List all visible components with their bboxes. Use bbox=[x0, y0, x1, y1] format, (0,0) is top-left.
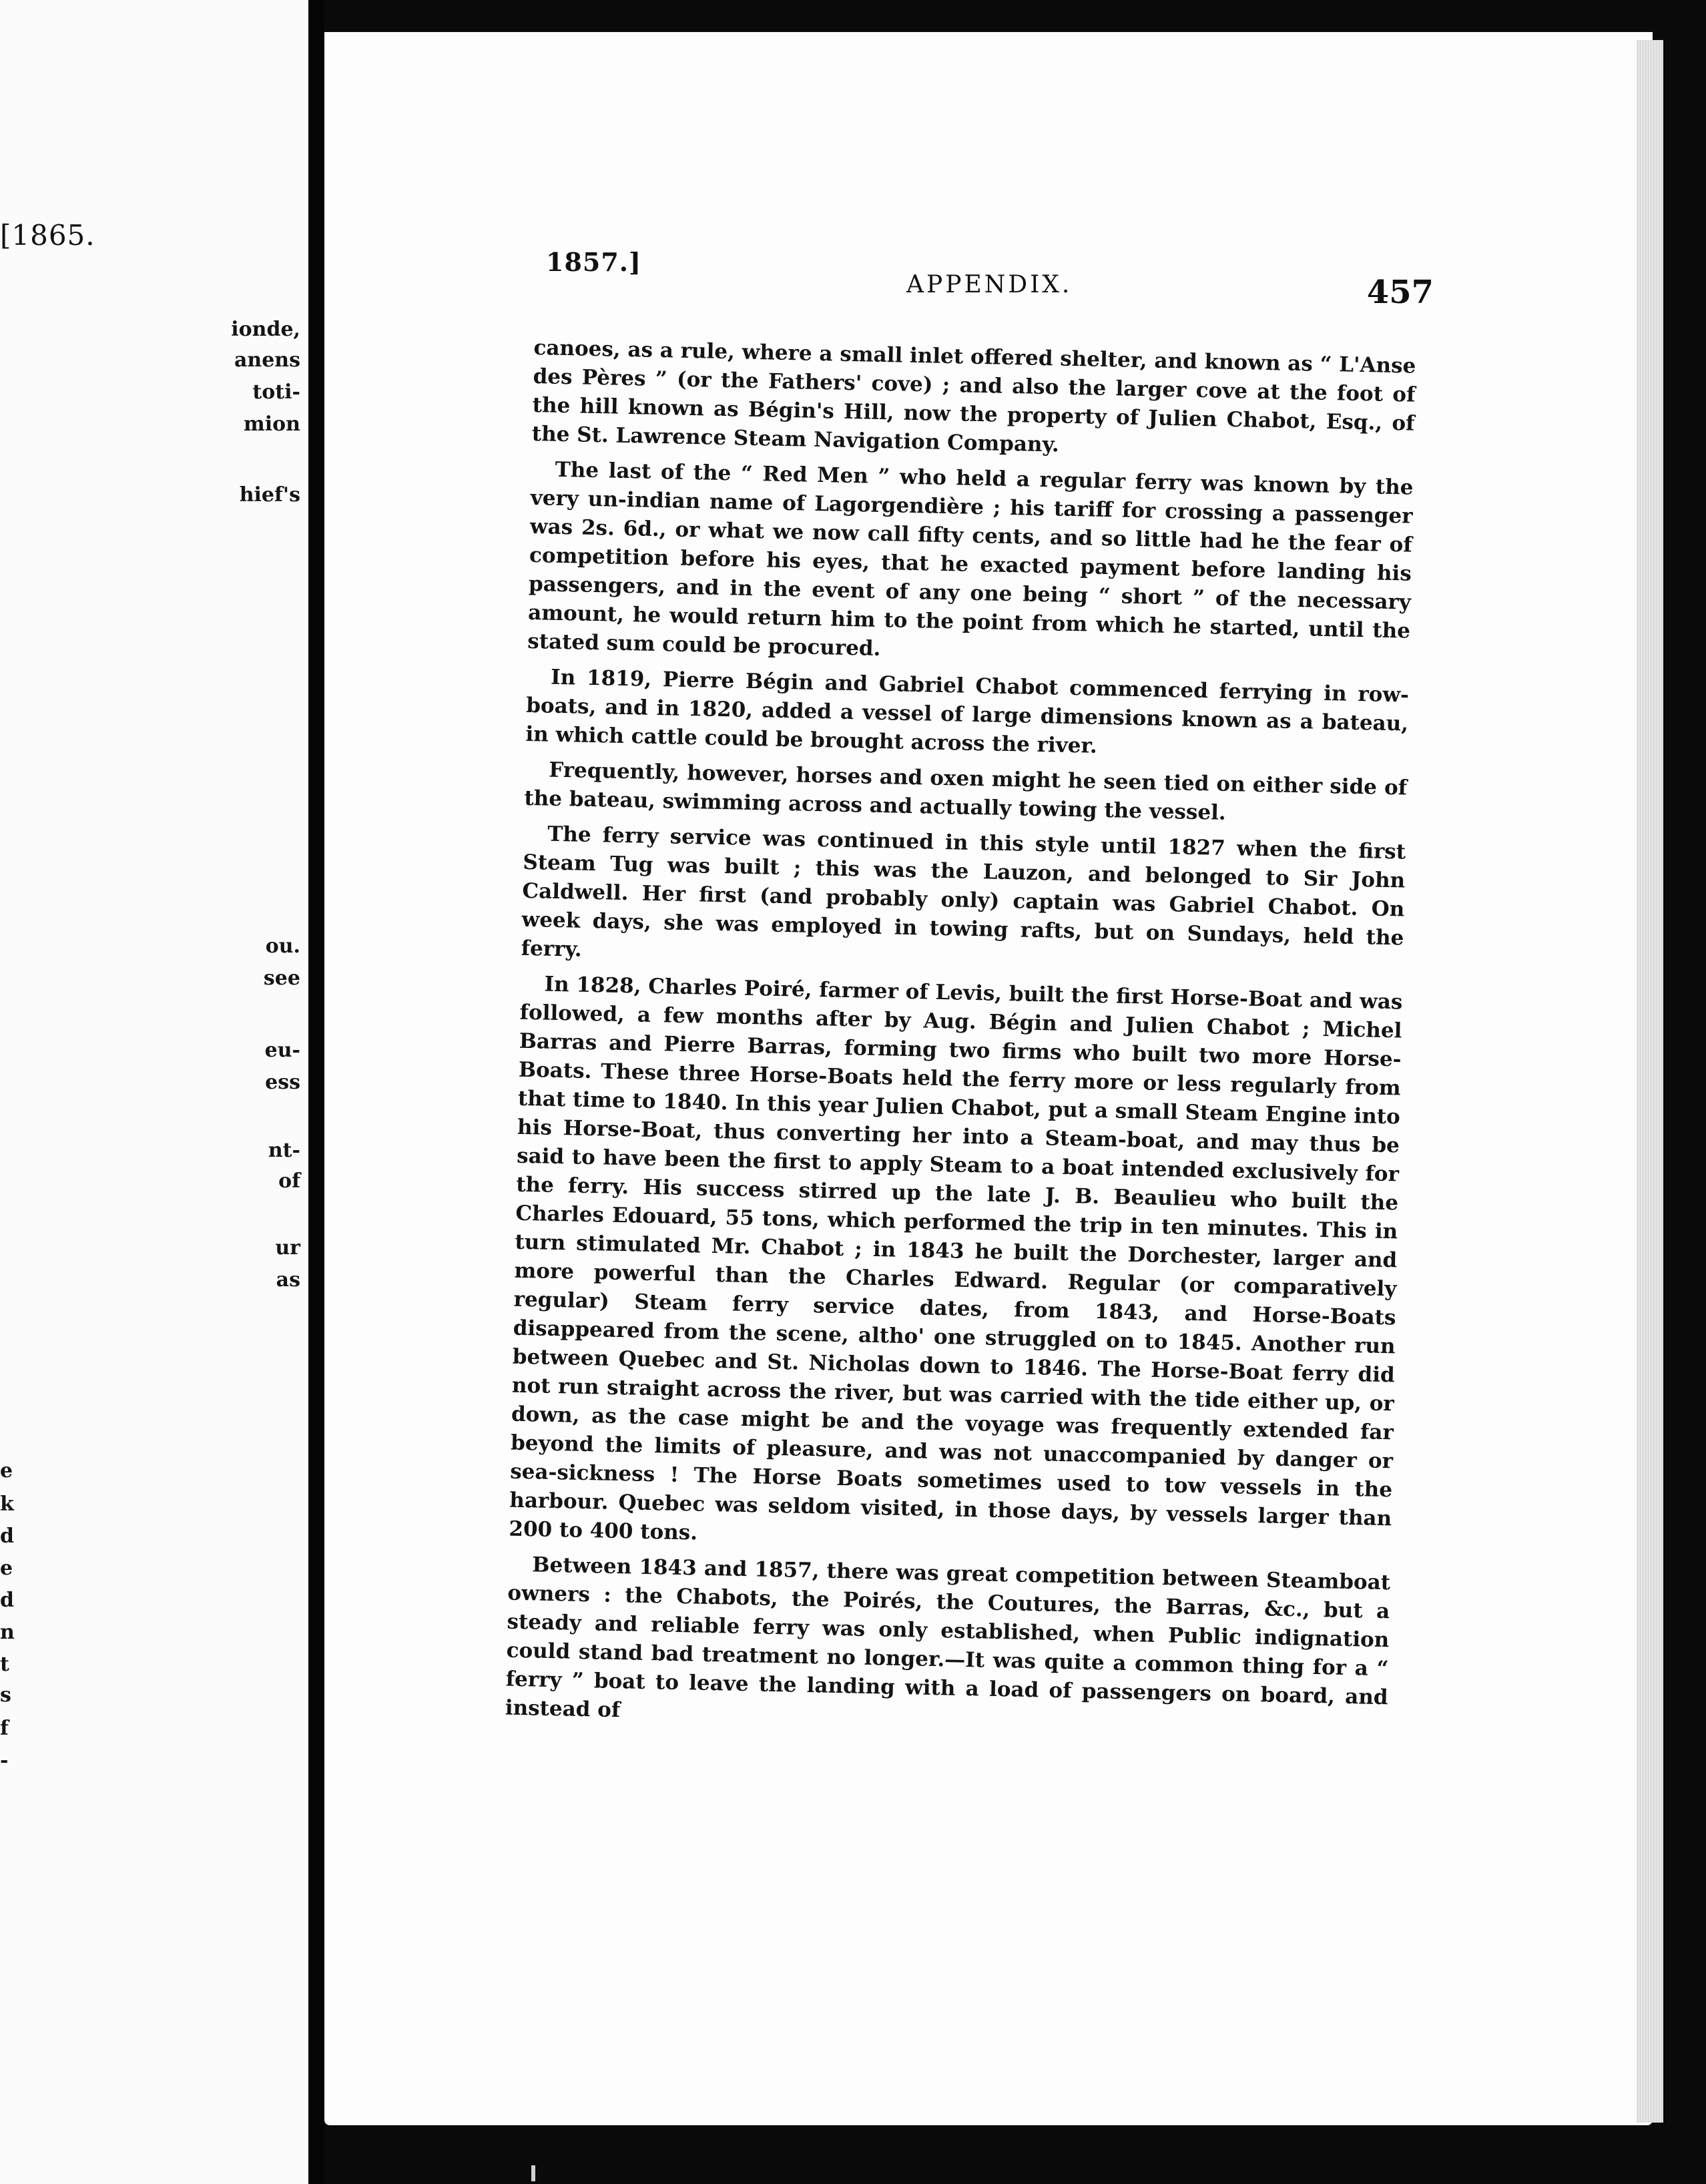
book-gutter bbox=[308, 0, 324, 2184]
facing-page-letter: d bbox=[0, 1589, 14, 1612]
running-head: 1857.] bbox=[546, 247, 641, 277]
facing-page-fragment: of bbox=[278, 1169, 300, 1193]
paragraph: In 1828, Charles Poiré, farmer of Levis, built the first Horse-Boat and was followed, a few months after by Aug. Bégin and Julien Chabot ; Michel Barras and Pierre Barras, forming two firms who built two more Horse-Boats. These three Horse-Boats held the ferry more or less regularly from that time to 1840. In this year Julien Chabot, put a small Steam Engine into his Horse-Boat, thus converting her into a Steam-boat, and may thus be said to have been the first to apply Steam to a boat intended exclusively for the ferry. His success stirred up the late J. B. Beaulieu who built the Charles Edouard, 55 tons, which performed the trip in ten minutes. This in turn stimulated Mr. Chabot ; in 1843 he built the Dorchester, larger and more powerful than the Charles Edward. Regular (or comparatively regular) Steam ferry service dates, from 1843, and Horse-Boats disappeared from the scene, altho' one struggled on to 1845. Another run between Quebec and St. Nicholas down to 1846. The Horse-Boat ferry did not run straight across the river, but was carried with the tide either up, or down, as the case might be and the voyage was frequently extended far beyond the limits of pleasure, and was not unaccompanied by danger or sea-sickness ! The Horse Boats sometimes used to tow vessels in the harbour. Quebec was seldom visited, in those days, by vessels larger than 200 to 400 tons. bbox=[509, 972, 1403, 1545]
facing-page-letter: e bbox=[0, 1459, 13, 1482]
facing-page-fragment: toti- bbox=[252, 380, 300, 404]
paragraph: Between 1843 and 1857, there was great competition between Steamboat owners : the Chabots, the Poirés, the Coutures, the Barras, &c., but a steady and reliable ferry was only established, when Public indignation could stand bad treatment no longer.—It was quite a common thing for a “ ferry ” boat to leave the landing with a load of passengers on board, and instead of bbox=[505, 1553, 1391, 1723]
body-text bbox=[505, 334, 1416, 1747]
facing-page-fragment: ess bbox=[265, 1071, 300, 1094]
page-number: 457 bbox=[1366, 274, 1434, 311]
facing-page-fragment: eu- bbox=[264, 1039, 300, 1062]
facing-page-letter: s bbox=[0, 1683, 11, 1707]
paragraph: The last of the “ Red Men ” who held a regular ferry was known by the very un-indian name of Lagorgendière ; his tariff for crossing a passenger was 2s. 6d., or what we now call fifty cents, and so little had he the fear of competition before his eyes, that he exacted payment before landing his passengers, and in the event of any one being “ short ” of the necessary amount, he would return him to the point from which he started, until the stated sum could be procured. bbox=[527, 457, 1414, 661]
facing-page-fragment: as bbox=[276, 1268, 300, 1292]
page-edge bbox=[1637, 40, 1663, 2123]
facing-page-fragment: ionde, bbox=[231, 318, 300, 341]
facing-page-letter: e bbox=[0, 1557, 13, 1580]
facing-page-fragment: anens bbox=[234, 348, 300, 372]
facing-page-letter: t bbox=[0, 1653, 9, 1676]
facing-page-letter: k bbox=[0, 1492, 14, 1516]
facing-page bbox=[0, 0, 308, 2184]
facing-page-fragment: see bbox=[263, 967, 300, 990]
paragraph: In 1819, Pierre Bégin and Gabriel Chabot commenced ferrying in row-boats, and in 1820, added a vessel of large dimensions known as a bateau, in which cattle could be brought across the river. bbox=[525, 665, 1410, 758]
facing-page-year: [1865. bbox=[0, 219, 95, 252]
facing-page-fragment: ou. bbox=[265, 934, 300, 958]
paragraph: Frequently, however, horses and oxen might he seen tied on either side of the bateau, swimming across and actually towing the vessel. bbox=[524, 758, 1408, 825]
facing-page-letter: d bbox=[0, 1525, 14, 1548]
scan-mark bbox=[531, 2165, 535, 2181]
facing-page-letter: f bbox=[0, 1717, 9, 1740]
paragraph: canoes, as a rule, where a small inlet offered shelter, and known as “ L'Anse des Pères ” (or the Fathers' cove) ; and also the larger cove at the foot of the hill known as Bégin's Hill, now the property of Julien Chabot, Esq., of the St. Lawrence Steam Navigation Company. bbox=[531, 335, 1416, 457]
facing-page-fragment: nt- bbox=[268, 1139, 300, 1162]
facing-page-fragment: ur bbox=[275, 1236, 300, 1260]
facing-page-fragment: hief's bbox=[239, 483, 300, 507]
facing-page-fragment: mion bbox=[244, 413, 300, 436]
page-header bbox=[546, 247, 1434, 311]
paragraph: The ferry service was continued in this style until 1827 when the first Steam Tug was built ; this was the Lauzon, and belonged to Sir John Caldwell. Her first (and probably only) captain was Gabriel Chabot. On week days, she was employed in towing rafts, but on Sundays, held the ferry. bbox=[521, 822, 1406, 962]
facing-page-letter: - bbox=[0, 1749, 9, 1772]
facing-page-letter: n bbox=[0, 1621, 15, 1644]
section-title: APPENDIX. bbox=[906, 271, 1073, 298]
